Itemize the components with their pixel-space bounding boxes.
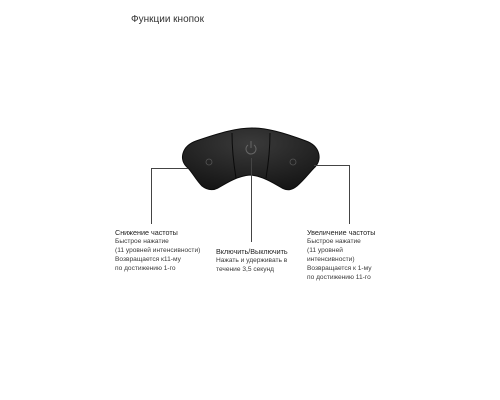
note-line: интенсивности) <box>307 256 355 263</box>
left-leader-line <box>151 168 152 224</box>
note-line: Быстрое нажатие <box>307 238 361 245</box>
note-line: Возвращается к11-му <box>115 256 181 263</box>
power-toggle-heading: Включить/Выключить <box>216 247 288 256</box>
decrease-frequency-heading: Снижение частоты <box>115 228 178 237</box>
right-leader-line <box>314 165 350 166</box>
right-leader-line <box>349 165 350 224</box>
increase-frequency-note <box>307 228 375 282</box>
note-line: течение 3,5 секунд <box>216 266 275 273</box>
page-title: Функции кнопок <box>131 14 204 25</box>
note-line: по достижению 1-го <box>115 265 176 272</box>
note-line: (11 уровней <box>307 247 343 254</box>
center-leader-line <box>251 158 252 242</box>
left-leader-line <box>151 168 188 169</box>
note-line: Нажать и удерживать в <box>216 257 288 264</box>
note-line: Возвращается к 1-му <box>307 265 372 272</box>
increase-frequency-heading: Увеличение частоты <box>307 228 376 237</box>
note-line: (11 уровней интенсивности) <box>115 247 201 254</box>
decrease-frequency-note <box>115 228 200 273</box>
note-line: Быстрое нажатие <box>115 238 169 245</box>
note-line: по достижению 11-го <box>307 274 371 281</box>
power-toggle-note <box>216 247 288 274</box>
